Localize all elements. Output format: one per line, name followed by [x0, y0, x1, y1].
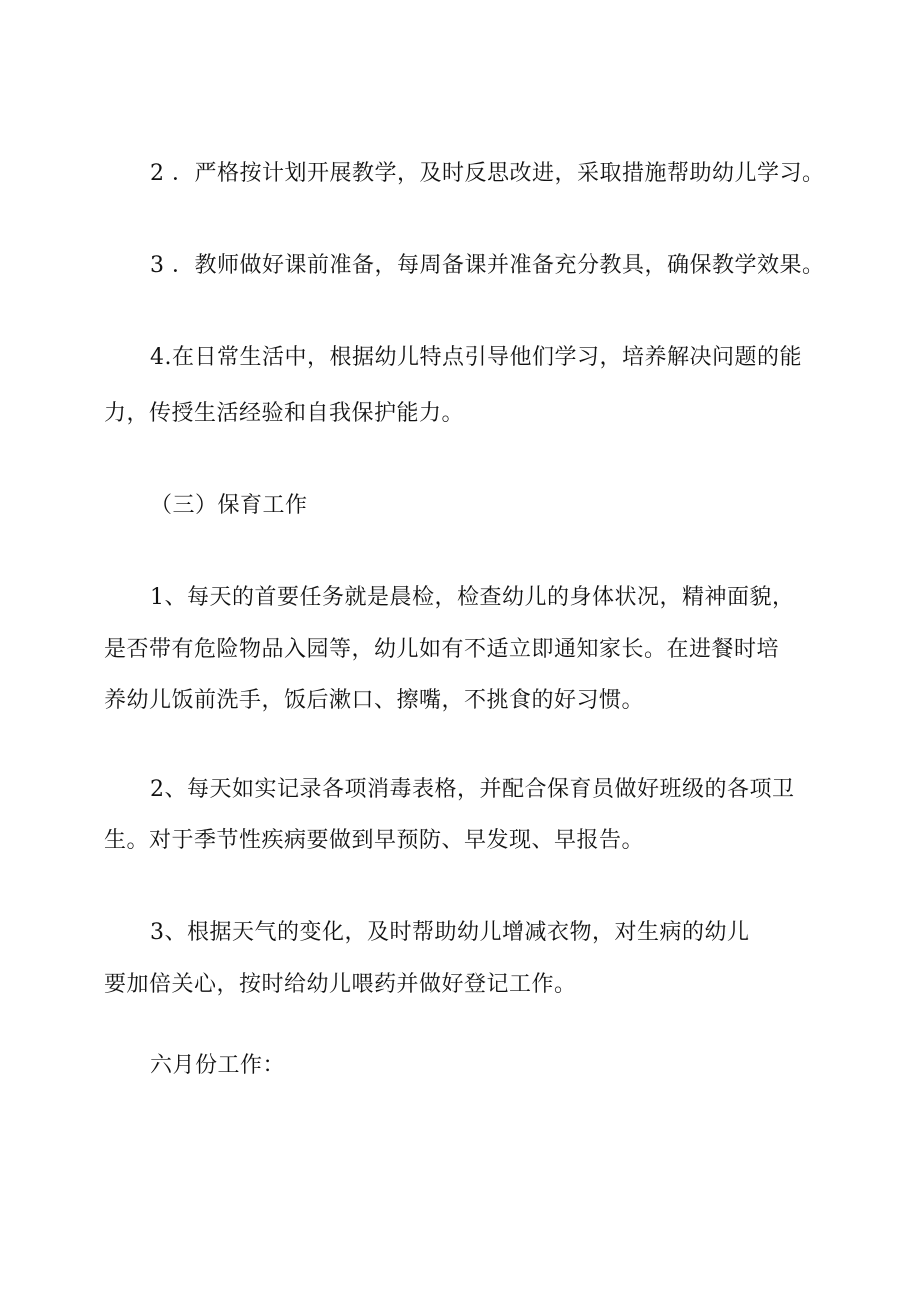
care-item-2-line-1: 2、每天如实记录各项消毒表格，并配合保育员做好班级的各项卫: [150, 777, 795, 802]
care-item-1-line-2: 是否带有危险物品入园等，幼儿如有不适立即通知家长。在进餐时培: [104, 637, 780, 662]
care-item-3-line-1: 3、根据天气的变化，及时帮助幼儿增减衣物，对生病的幼儿: [150, 920, 750, 945]
section-heading-care-work: （三）保育工作: [150, 493, 308, 518]
care-item-1-line-3: 养幼儿饭前洗手，饭后漱口、擦嘴，不挑食的好习惯。: [104, 688, 645, 713]
care-item-2-line-2: 生。对于季节性疾病要做到早预防、早发现、早报告。: [104, 828, 645, 853]
item-4-text-line-2: 力，传授生活经验和自我保护能力。: [104, 401, 465, 426]
item-2-text: 2 ．严格按计划开展教学，及时反思改进，采取措施帮助幼儿学习。: [150, 161, 825, 186]
item-3-text: 3 ．教师做好课前准备，每周备课并准备充分教具，确保教学效果。: [150, 253, 825, 278]
care-item-1-line-1: 1、每天的首要任务就是晨检，检查幼儿的身体状况，精神面貌，: [150, 585, 795, 610]
item-4-text-line-1: 4.在日常生活中，根据幼儿特点引导他们学习，培养解决问题的能: [150, 345, 802, 370]
june-work-heading: 六月份工作：: [150, 1053, 286, 1078]
care-item-3-line-2: 要加倍关心，按时给幼儿喂药并做好登记工作。: [104, 972, 577, 997]
